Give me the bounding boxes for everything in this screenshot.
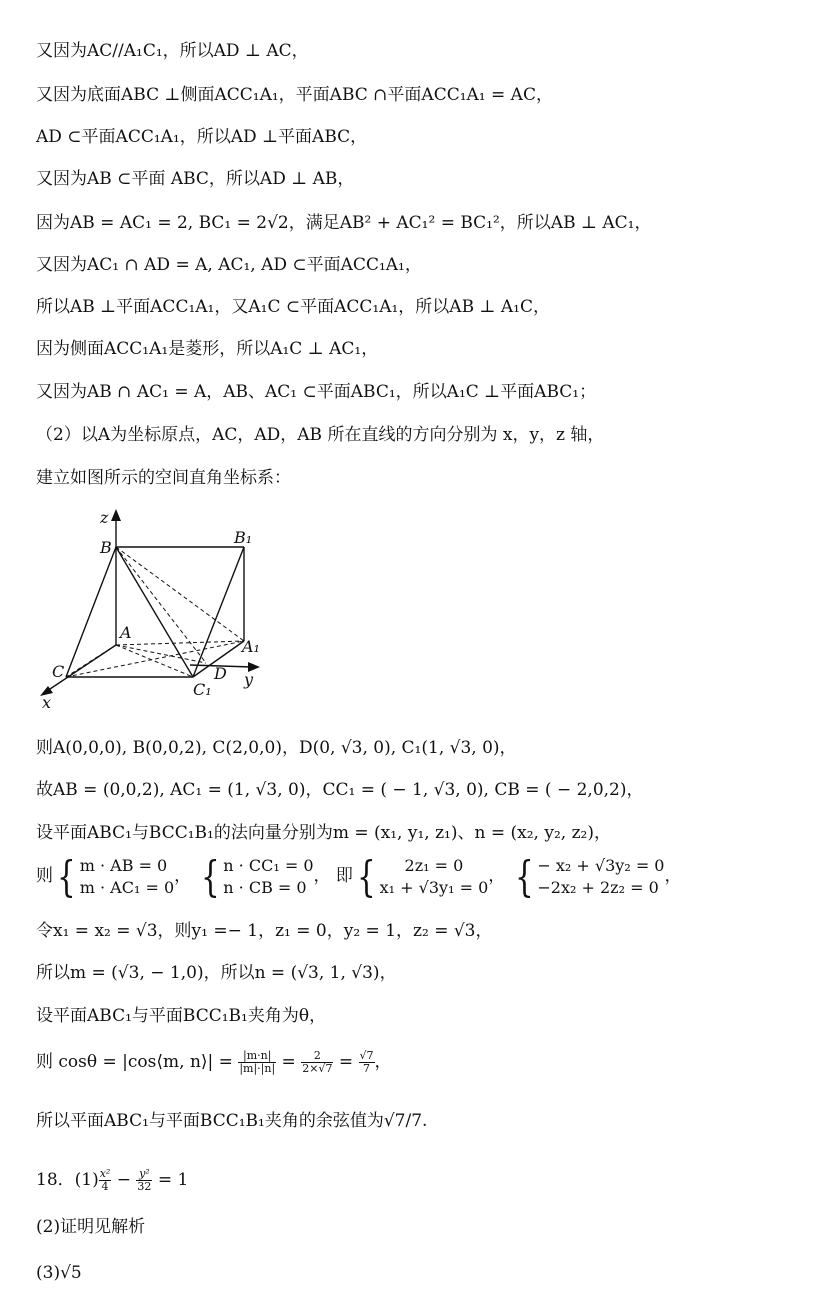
coordinate-diagram [30,505,280,710]
text-line-18: 所以平面ABC₁与平面BCC₁B₁夹角的余弦值为√7/7. [36,1111,428,1131]
label-y: y [244,670,254,689]
text-line-10: （2）以A为坐标原点，AC，AD，AB 所在直线的方向分别为 x，y，z 轴， [36,425,605,445]
text-line-9: 又因为AB ∩ AC₁ = A，AB、AC₁ ⊂平面ABC₁，所以A₁C ⊥平面ABC₁； [36,382,597,402]
label-z: z [100,508,109,527]
system-mid: 即 [335,866,353,886]
fraction-2: $\frac{2}{2\times√7}$ [302,1049,333,1075]
text-line-12: 则A(0,0,0), B(0,0,2), C(2,0,0)，D(0, √3, 0), C₁(1, √3, 0)， [36,738,517,758]
label-x: x [42,693,52,710]
cos-prefix: 则 cosθ = |cos⟨m, n⟩| = [36,1052,233,1072]
text-line-16: 所以m = (√3, − 1,0)，所以n = (√3, 1, √3)， [36,963,397,983]
system-1: m · AB = 0 m · AC₁ = 0 [79,855,175,897]
label-A1: A₁ [242,637,260,656]
system-prefix: 则 [36,866,53,886]
text-line-17: 设平面ABC₁与平面BCC₁B₁夹角为θ， [36,1006,327,1026]
fraction-3: $\frac{√7}{7}$ [359,1049,374,1075]
system-4: − x₂ + √3y₂ = 0 −2x₂ + 2z₂ = 0 [537,855,665,897]
label-B: B [100,538,112,557]
text-line-2: 又因为底面ABC ⊥侧面ACC₁A₁，平面ABC ∩平面ACC₁A₁ = AC， [36,85,553,105]
cos-line: 则 cosθ = |cos⟨m, n⟩| = $\frac{|m\cdot n|}{|m|\cdot|n|}$ = $\frac{2}{2\times√7}$ = $\frac{√7}{7}$ ， [36,1049,392,1075]
text-line-15: 令x₁ = x₂ = √3，则y₁ =− 1，z₁ = 0，y₂ = 1，z₂ = √3， [36,921,493,941]
fraction-y: $\frac{\text{y²}}{32}$ [137,1167,152,1193]
fraction-x: $\frac{\text{x²}}{4}$ [99,1167,111,1193]
text-line-19: (2)证明见解析 [36,1217,146,1237]
text-line-14: 设平面ABC₁与BCC₁B₁的法向量分别为m = (x₁, y₁, z₁)、n = (x₂, y₂, z₂)， [36,823,611,843]
text-line-1: 又因为AC//A₁C₁，所以AD ⊥ AC， [36,41,309,61]
text-line-8: 因为侧面ACC₁A₁是菱形，所以A₁C ⊥ AC₁， [36,339,379,359]
label-A: A [120,623,132,642]
text-line-4: 又因为AB ⊂平面 ABC，所以AD ⊥ AB， [36,169,355,189]
label-B1: B₁ [234,528,253,547]
text-line-13: 故AB = (0,0,2), AC₁ = (1, √3, 0)，CC₁ = ( − 1, √3, 0), CB = ( − 2,0,2)， [36,780,644,800]
label-D: D [214,664,227,683]
fraction-1: $\frac{|m\cdot n|}{|m|\cdot|n|}$ [239,1049,276,1075]
z-arrow [111,509,121,521]
q18-prefix: 18．(1) [36,1170,99,1190]
text-line-7: 所以AB ⊥平面ACC₁A₁，又A₁C ⊂平面ACC₁A₁，所以AB ⊥ A₁C， [36,297,550,317]
label-C: C [52,662,65,681]
text-line-3: AD ⊂平面ACC₁A₁，所以AD ⊥平面ABC， [36,127,368,147]
label-C1: C₁ [193,680,212,699]
equation-system-line: 则{ m · AB = 0 m · AC₁ = 0 ， { n · CC₁ = 0 n · CB = 0 ， 即{ 2z₁ = 0 x₁ + √3y₁ = 0 ， { − x₂ + √3y₂ = 0 −2x₂ + 2z₂ = 0 ， [36,851,682,901]
text-line-20: (3)√5 [36,1263,82,1283]
q18-line: 18．(1) $\frac{\text{x²}}{4}$ − $\frac{\text{y²}}{32}$ = 1 [36,1167,189,1193]
system-2: n · CC₁ = 0 n · CB = 0 [223,855,314,897]
text-line-5: 因为AB = AC₁ = 2, BC₁ = 2√2，满足AB² + AC₁² = BC₁²，所以AB ⊥ AC₁， [36,213,652,233]
text-line-6: 又因为AC₁ ∩ AD = A, AC₁, AD ⊂平面ACC₁A₁， [36,255,422,275]
system-3: 2z₁ = 0 x₁ + √3y₁ = 0 [379,855,489,897]
q18-suffix: = 1 [157,1170,189,1190]
text-line-11: 建立如图所示的空间直角坐标系： [36,468,291,488]
